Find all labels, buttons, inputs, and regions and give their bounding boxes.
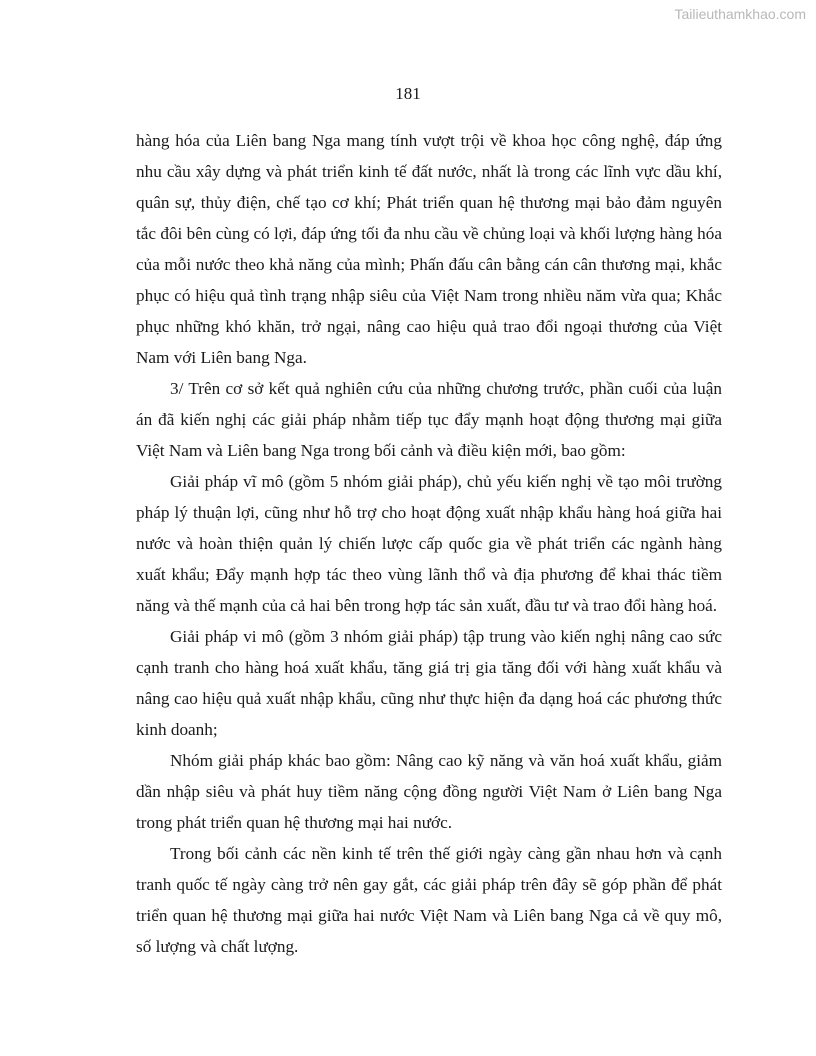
paragraph-other-solutions: Nhóm giải pháp khác bao gồm: Nâng cao kỹ năng và văn hoá xuất khẩu, giảm dần nhập siêu và phát huy tiềm năng cộng đồng người Việt Nam ở Liên bang Nga trong phát triển quan hệ thương mại hai nước. — [136, 751, 722, 832]
paragraph-micro-solutions: Giải pháp vi mô (gồm 3 nhóm giải pháp) tập trung vào kiến nghị nâng cao sức cạnh tranh cho hàng hoá xuất khẩu, tăng giá trị gia tăng đối với hàng xuất khẩu và nâng cao hiệu quả xuất nhập khẩu, cũng như thực hiện đa dạng hoá các phương thức kinh doanh; — [136, 627, 722, 739]
paragraph-conclusion: Trong bối cảnh các nền kinh tế trên thế giới ngày càng gần nhau hơn và cạnh tranh quốc tế ngày càng trở nên gay gắt, các giải pháp trên đây sẽ góp phần để phát triển quan hệ thương mại giữa hai nước Việt Nam và Liên bang Nga cả về quy mô, số lượng và chất lượng. — [136, 844, 722, 956]
watermark: Tailieuthamkhao.com — [674, 6, 806, 22]
paragraph-continuation: hàng hóa của Liên bang Nga mang tính vượt trội về khoa học công nghệ, đáp ứng nhu cầu xây dựng và phát triển kinh tế đất nước, nhất là trong các lĩnh vực dầu khí, quân sự, thủy điện, chế tạo cơ khí; Phát triển quan hệ thương mại bảo đảm nguyên tắc đôi bên cùng có lợi, đáp ứng tối đa nhu cầu về chủng loại và khối lượng hàng hóa của mỗi nước theo khả năng của mình; Phấn đấu cân bằng cán cân thương mại, khắc phục có hiệu quả tình trạng nhập siêu của Việt Nam trong nhiều năm vừa qua; Khắc phục những khó khăn, trở ngại, nâng cao hiệu quả trao đổi ngoại thương của Việt Nam với Liên bang Nga. — [136, 131, 722, 367]
document-body — [136, 125, 722, 962]
paragraph-macro-solutions: Giải pháp vĩ mô (gồm 5 nhóm giải pháp), chủ yếu kiến nghị về tạo môi trường pháp lý thuận lợi, cũng như hỗ trợ cho hoạt động xuất nhập khẩu hàng hoá giữa hai nước và hoàn thiện quản lý chiến lược cấp quốc gia về phát triển các ngành hàng xuất khẩu; Đẩy mạnh hợp tác theo vùng lãnh thổ và địa phương để khai thác tiềm năng và thế mạnh của cả hai bên trong hợp tác sản xuất, đầu tư và trao đổi hàng hoá. — [136, 472, 722, 615]
paragraph-section-3: 3/ Trên cơ sở kết quả nghiên cứu của những chương trước, phần cuối của luận án đã kiến nghị các giải pháp nhằm tiếp tục đẩy mạnh hoạt động thương mại giữa Việt Nam và Liên bang Nga trong bối cảnh và điều kiện mới, bao gồm: — [136, 379, 722, 460]
page-number: 181 — [395, 84, 421, 103]
